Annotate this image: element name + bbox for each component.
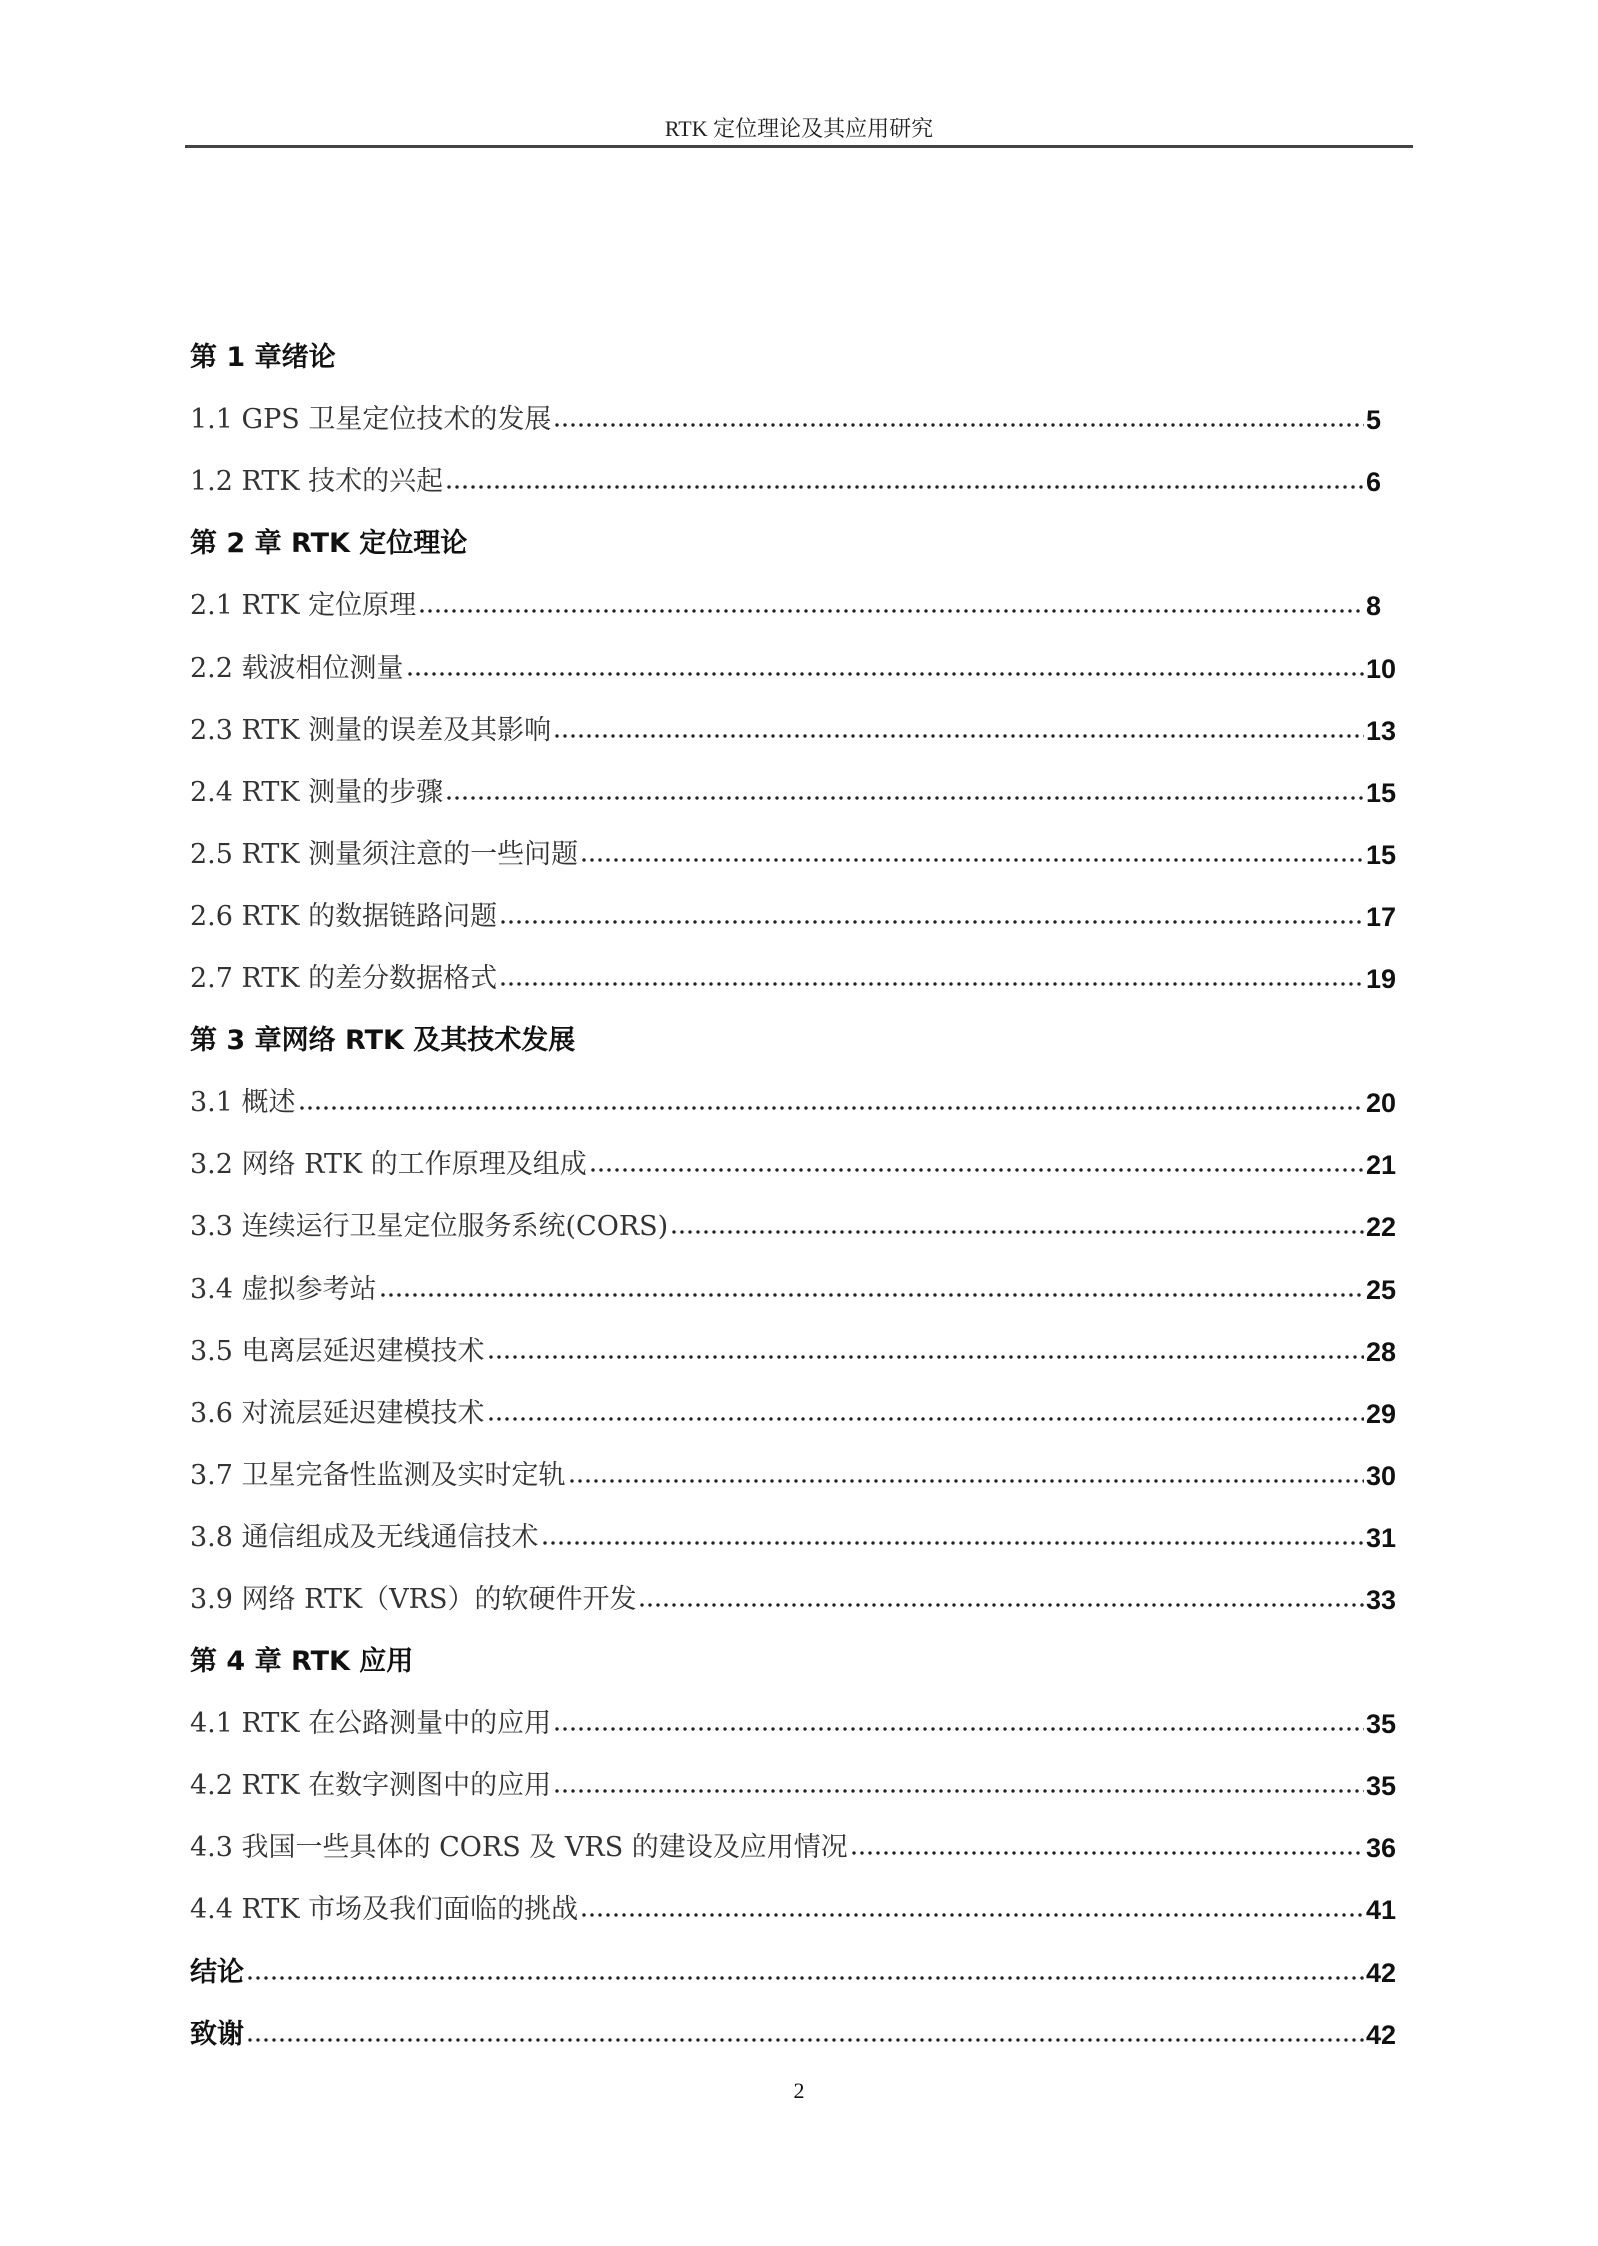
toc-entry-page: 31 xyxy=(1366,1522,1397,1553)
toc-entry-page: 20 xyxy=(1366,1088,1397,1119)
toc-entry[interactable] xyxy=(190,622,1396,684)
toc-chapter-heading[interactable] xyxy=(190,498,1396,560)
toc-entry-main xyxy=(190,1204,1366,1243)
toc-entry[interactable] xyxy=(190,1802,1396,1864)
dot-leader xyxy=(487,1416,1364,1422)
dot-leader xyxy=(379,1292,1364,1298)
toc-entry-page: 25 xyxy=(1366,1274,1397,1305)
toc-entry-title: 2.2 载波相位测量 xyxy=(190,652,404,684)
dot-leader xyxy=(298,1105,1364,1111)
toc-entry[interactable] xyxy=(190,685,1396,747)
toc-entry-main xyxy=(190,1329,1366,1368)
toc-entry[interactable] xyxy=(190,1554,1396,1616)
dot-leader xyxy=(445,795,1364,801)
toc-entry-main xyxy=(190,1018,1366,1057)
toc-entry-page: 22 xyxy=(1366,1212,1397,1243)
dot-leader xyxy=(850,1850,1364,1856)
toc-entry-main xyxy=(190,335,1366,374)
dot-leader xyxy=(638,1602,1364,1608)
toc-entry-title: 3.7 卫星完备性监测及实时定轨 xyxy=(190,1459,566,1491)
toc-entry-page: 36 xyxy=(1366,1833,1397,1864)
toc-entry-page: 21 xyxy=(1366,1150,1397,1181)
page-number: 2 xyxy=(793,2078,805,2103)
toc-chapter-heading[interactable] xyxy=(190,1616,1396,1678)
toc-entry-title: 1.2 RTK 技术的兴起 xyxy=(190,466,444,498)
toc-entry[interactable] xyxy=(190,1181,1396,1243)
toc-entry[interactable] xyxy=(190,1368,1396,1430)
dot-leader xyxy=(418,608,1364,614)
toc-entry-page: 10 xyxy=(1366,653,1397,684)
toc-chapter-heading[interactable] xyxy=(190,1989,1396,2051)
toc-entry-page: 41 xyxy=(1366,1895,1397,1926)
toc-entry-page: 6 xyxy=(1366,467,1382,498)
dot-leader xyxy=(499,919,1364,925)
toc-entry-title: 4.3 我国一些具体的 CORS 及 VRS 的建设及应用情况 xyxy=(190,1832,848,1864)
toc-entry[interactable] xyxy=(190,871,1396,933)
toc-entry-title: 3.3 连续运行卫星定位服务系统(CORS) xyxy=(190,1211,669,1243)
toc-entry[interactable] xyxy=(190,1119,1396,1181)
toc-entry-title: 结论 xyxy=(190,1956,244,1988)
toc-entry-page: 42 xyxy=(1366,2019,1397,2050)
toc-entry-title: 第 1 章绪论 xyxy=(190,342,336,374)
toc-entry-main xyxy=(190,1950,1366,1989)
toc-entry-page: 28 xyxy=(1366,1336,1397,1367)
toc-entry-page: 35 xyxy=(1366,1771,1397,1802)
toc-entry-title: 3.4 虚拟参考站 xyxy=(190,1273,377,1305)
dot-leader xyxy=(246,1975,1364,1981)
toc-entry-title: 3.9 网络 RTK（VRS）的软硬件开发 xyxy=(190,1583,637,1615)
toc-entry-page: 8 xyxy=(1366,591,1382,622)
dot-leader xyxy=(589,1167,1364,1173)
toc-entry-main xyxy=(190,1391,1366,1430)
toc-entry-title: 2.5 RTK 测量须注意的一些问题 xyxy=(190,838,579,870)
toc-entry-page: 35 xyxy=(1366,1709,1397,1740)
toc-entry[interactable] xyxy=(190,933,1396,995)
toc-entry-title: 4.1 RTK 在公路测量中的应用 xyxy=(190,1708,552,1740)
dot-leader xyxy=(487,1354,1364,1360)
toc-entry-title: 2.4 RTK 测量的步骤 xyxy=(190,776,444,808)
toc-entry-main xyxy=(190,956,1366,995)
toc-entry-title: 2.6 RTK 的数据链路问题 xyxy=(190,900,498,932)
dot-leader xyxy=(553,1788,1364,1794)
running-header: RTK 定位理论及其应用研究 xyxy=(664,116,934,141)
toc-entry-title: 3.2 网络 RTK 的工作原理及组成 xyxy=(190,1149,587,1181)
toc-entry-main xyxy=(190,397,1366,436)
toc-entry-title: 第 2 章 RTK 定位理论 xyxy=(190,528,468,560)
toc-entry-main xyxy=(190,459,1366,498)
toc-entry-title: 2.1 RTK 定位原理 xyxy=(190,590,417,622)
toc-entry-main xyxy=(190,770,1366,809)
toc-entry-page: 15 xyxy=(1366,777,1397,808)
toc-entry[interactable] xyxy=(190,1430,1396,1492)
toc-entry[interactable] xyxy=(190,1243,1396,1305)
dot-leader xyxy=(553,733,1364,739)
toc-entry-main xyxy=(190,1267,1366,1306)
toc-entry[interactable] xyxy=(190,1864,1396,1926)
toc-entry-main xyxy=(190,1577,1366,1616)
toc-entry-title: 3.1 概述 xyxy=(190,1087,296,1119)
toc-entry-title: 1.1 GPS 卫星定位技术的发展 xyxy=(190,404,552,436)
toc-entry-main xyxy=(190,894,1366,933)
toc-entry-page: 33 xyxy=(1366,1584,1397,1615)
table-of-contents xyxy=(190,312,1396,2051)
toc-entry-title: 4.2 RTK 在数字测图中的应用 xyxy=(190,1770,552,1802)
toc-entry[interactable] xyxy=(190,1740,1396,1802)
toc-entry-title: 第 3 章网络 RTK 及其技术发展 xyxy=(190,1025,576,1057)
dot-leader xyxy=(246,2037,1364,2043)
toc-entry-main xyxy=(190,1887,1366,1926)
dot-leader xyxy=(670,1229,1364,1235)
dot-leader xyxy=(499,981,1364,987)
toc-entry-title: 4.4 RTK 市场及我们面临的挑战 xyxy=(190,1894,579,1926)
toc-entry-page: 29 xyxy=(1366,1398,1397,1429)
toc-entry[interactable] xyxy=(190,1492,1396,1554)
toc-entry[interactable] xyxy=(190,1678,1396,1740)
toc-entry-main xyxy=(190,521,1366,560)
toc-chapter-heading[interactable] xyxy=(190,995,1396,1057)
toc-entry-page: 13 xyxy=(1366,715,1397,746)
toc-entry-main xyxy=(190,2012,1366,2051)
toc-entry-page: 5 xyxy=(1366,405,1382,436)
toc-entry-page: 15 xyxy=(1366,839,1397,870)
toc-entry[interactable] xyxy=(190,1306,1396,1368)
toc-entry-title: 2.3 RTK 测量的误差及其影响 xyxy=(190,714,552,746)
toc-entry[interactable] xyxy=(190,374,1396,436)
dot-leader xyxy=(541,1540,1364,1546)
toc-entry-main xyxy=(190,708,1366,747)
toc-entry-title: 第 4 章 RTK 应用 xyxy=(190,1646,414,1678)
toc-entry[interactable] xyxy=(190,747,1396,809)
toc-entry-main xyxy=(190,1639,1366,1678)
toc-entry-main xyxy=(190,832,1366,871)
header-rule xyxy=(185,145,1413,148)
dot-leader xyxy=(580,1912,1364,1918)
toc-entry-main xyxy=(190,646,1366,685)
toc-entry[interactable] xyxy=(190,560,1396,622)
toc-entry-page: 19 xyxy=(1366,964,1397,995)
toc-entry-main xyxy=(190,1515,1366,1554)
toc-entry-main xyxy=(190,1701,1366,1740)
toc-entry[interactable] xyxy=(190,436,1396,498)
toc-entry[interactable] xyxy=(190,809,1396,871)
toc-entry-page: 30 xyxy=(1366,1460,1397,1491)
dot-leader xyxy=(553,422,1364,428)
toc-entry[interactable] xyxy=(190,1057,1396,1119)
dot-leader xyxy=(406,671,1364,677)
toc-entry-page: 17 xyxy=(1366,901,1397,932)
dot-leader xyxy=(445,484,1364,490)
toc-chapter-heading[interactable] xyxy=(190,312,1396,374)
toc-entry-title: 3.6 对流层延迟建模技术 xyxy=(190,1397,485,1429)
toc-entry-main xyxy=(190,1825,1366,1864)
toc-entry-main xyxy=(190,583,1366,622)
dot-leader xyxy=(553,1726,1364,1732)
toc-entry-main xyxy=(190,1142,1366,1181)
dot-leader xyxy=(568,1478,1364,1484)
toc-entry-main xyxy=(190,1763,1366,1802)
toc-entry-title: 致谢 xyxy=(190,2018,244,2050)
toc-chapter-heading[interactable] xyxy=(190,1926,1396,1988)
toc-entry-main xyxy=(190,1080,1366,1119)
toc-entry-title: 3.5 电离层延迟建模技术 xyxy=(190,1335,485,1367)
toc-entry-main xyxy=(190,1453,1366,1492)
dot-leader xyxy=(580,857,1364,863)
toc-entry-page: 42 xyxy=(1366,1957,1397,1988)
toc-entry-title: 2.7 RTK 的差分数据格式 xyxy=(190,963,498,995)
toc-entry-title: 3.8 通信组成及无线通信技术 xyxy=(190,1521,539,1553)
